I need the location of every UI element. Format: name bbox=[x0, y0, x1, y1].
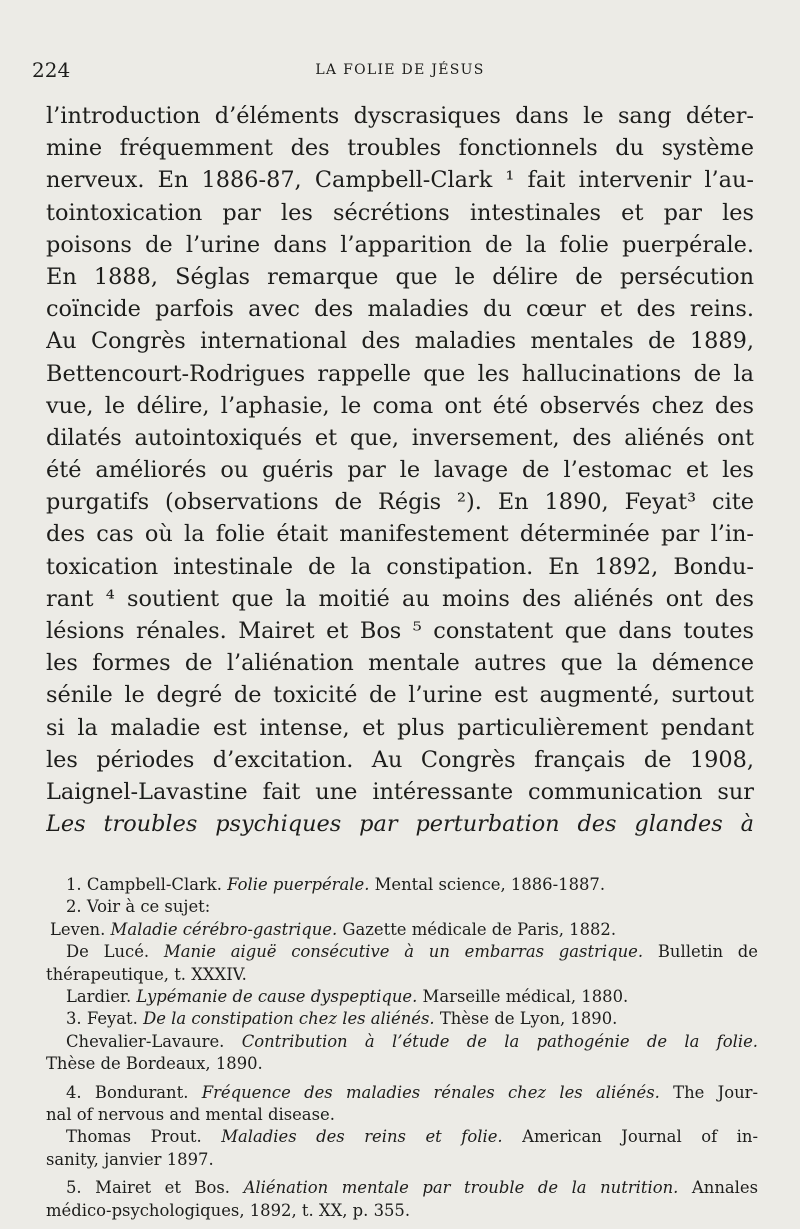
text-line: Les troubles psychiques par perturbation des glandes à bbox=[46, 811, 754, 838]
footnote-text: Leven. bbox=[50, 919, 111, 939]
footnote-title: Manie aiguë consécutive à un embarras gastrique. bbox=[163, 942, 644, 962]
footnote-title: Fréquence des maladies rénales chez les aliénés. bbox=[201, 1082, 660, 1102]
footnote-text: Gazette médicale de Paris, 1882. bbox=[337, 919, 617, 939]
text-line: été améliorés ou guéris par le lavage de l’estomac et les bbox=[46, 457, 754, 484]
footnote-line bbox=[46, 1126, 758, 1148]
text-line: toxication intestinale de la constipation. En 1892, Bondu- bbox=[46, 553, 754, 580]
text-line: tointoxication par les sécrétions intestinales et par les bbox=[46, 199, 754, 226]
footnote-text: De Lucé. bbox=[66, 942, 164, 962]
footnote-line bbox=[46, 1031, 758, 1053]
text-line: En 1888, Séglas remarque que le délire de persécution bbox=[46, 263, 754, 290]
footnote-title: Folie puerpérale. bbox=[227, 875, 370, 894]
footnote-title: Lypémanie de cause dyspeptique. bbox=[136, 987, 418, 1007]
footnote-text: Marseille médical, 1880. bbox=[417, 987, 629, 1007]
footnote-line bbox=[46, 1104, 758, 1126]
footnote-text: 4. Bondurant. bbox=[66, 1082, 202, 1102]
text-line: vue, le délire, l’aphasie, le coma ont été observés chez des bbox=[46, 392, 754, 419]
text-line: purgatifs (observations de Régis ²). En 1890, Feyat³ cite bbox=[46, 489, 754, 516]
footnote-text: sanity, janvier 1897. bbox=[46, 1149, 214, 1169]
page-header bbox=[30, 56, 770, 86]
running-title: LA FOLIE DE JÉSUS bbox=[315, 62, 485, 78]
text-line: lésions rénales. Mairet et Bos ⁵ constatent que dans toutes bbox=[46, 618, 754, 644]
footnote-text: 5. Mairet et Bos. bbox=[66, 1178, 244, 1198]
footnote-text: 2. Voir à ce sujet: bbox=[66, 897, 211, 917]
footnote-text: 1. Campbell-Clark. bbox=[66, 875, 228, 894]
footnote-line bbox=[46, 941, 758, 963]
text-line: dilatés autointoxiqués et que, inversement, des aliénés ont bbox=[46, 424, 754, 451]
footnote-text: Thomas Prout. bbox=[66, 1127, 222, 1147]
text-line: les formes de l’aliénation mentale autres que la démence bbox=[46, 650, 754, 677]
footnote-text: Thèse de Bordeaux, 1890. bbox=[46, 1054, 263, 1074]
footnote-text: Annales bbox=[678, 1178, 758, 1198]
text-line: sénile le degré de toxicité de l’urine est augmenté, surtout bbox=[46, 682, 754, 709]
footnote-line bbox=[46, 919, 758, 941]
footnote-line bbox=[46, 1008, 758, 1030]
text-line: coïncide parfois avec des maladies du cœur et des reins. bbox=[46, 296, 754, 323]
footnote-text: The Jour- bbox=[659, 1082, 758, 1102]
footnote-text: American Journal of in- bbox=[502, 1127, 758, 1147]
footnote-line bbox=[46, 896, 758, 918]
main-text bbox=[46, 100, 754, 840]
text-line: nerveux. En 1886-87, Campbell-Clark ¹ fait intervenir l’au- bbox=[46, 167, 754, 194]
text-line: mine fréquemment des troubles fonctionnels du système bbox=[46, 135, 754, 162]
footnote-text: Thèse de Lyon, 1890. bbox=[434, 1009, 618, 1029]
text-line: Au Congrès international des maladies mentales de 1889, bbox=[46, 328, 754, 355]
footnote-line bbox=[46, 874, 758, 896]
footnote-title: Aliénation mentale par trouble de la nutrition. bbox=[243, 1178, 679, 1198]
footnote-line bbox=[46, 1082, 758, 1104]
footnote-text: médico-psychologiques, 1892, t. XX, p. 355. bbox=[46, 1200, 411, 1220]
footnote-title: Maladies des reins et folie. bbox=[221, 1127, 503, 1147]
footnote-text: Mental science, 1886-1887. bbox=[369, 875, 606, 894]
text-line: poisons de l’urine dans l’apparition de la folie puerpérale. bbox=[46, 231, 754, 258]
text-line: Bettencourt-Rodrigues rappelle que les hallucinations de la bbox=[46, 360, 754, 387]
footnote-text: Chevalier-Lavaure. bbox=[66, 1031, 242, 1051]
footnote-text: Lardier. bbox=[66, 987, 137, 1007]
footnote-line bbox=[46, 1149, 758, 1171]
text-line: rant ⁴ soutient que la moitié au moins des aliénés ont des bbox=[46, 585, 754, 612]
footnote-title: Maladie cérébro-gastrique. bbox=[110, 919, 338, 939]
footnote-line bbox=[46, 986, 758, 1008]
footnote-line bbox=[46, 964, 758, 986]
footnotes bbox=[46, 874, 758, 1222]
footnote-title: Contribution à l’étude de la pathogénie de la folie. bbox=[241, 1031, 758, 1051]
text-line: Laignel-Lavastine fait une intéressante communication sur bbox=[46, 778, 754, 805]
footnote-text: 3. Feyat. bbox=[66, 1009, 144, 1029]
text-line: l’introduction d’éléments dyscrasiques dans le sang déter- bbox=[46, 103, 754, 129]
footnote-line bbox=[46, 1177, 758, 1199]
footnote-line bbox=[46, 1200, 758, 1222]
footnote-text: nal of nervous and mental disease. bbox=[46, 1105, 335, 1125]
text-line: les périodes d’excitation. Au Congrès français de 1908, bbox=[46, 746, 754, 773]
text-line: si la maladie est intense, et plus particulièrement pendant bbox=[46, 714, 754, 741]
footnote-text: Bulletin de bbox=[643, 942, 758, 962]
footnote-title: De la constipation chez les aliénés. bbox=[143, 1009, 435, 1029]
footnote-line bbox=[46, 1053, 758, 1075]
footnote-text: thérapeutique, t. XXXIV. bbox=[46, 964, 247, 984]
text-line: des cas où la folie était manifestement déterminée par l’in- bbox=[46, 521, 754, 548]
page-number: 224 bbox=[32, 58, 71, 82]
